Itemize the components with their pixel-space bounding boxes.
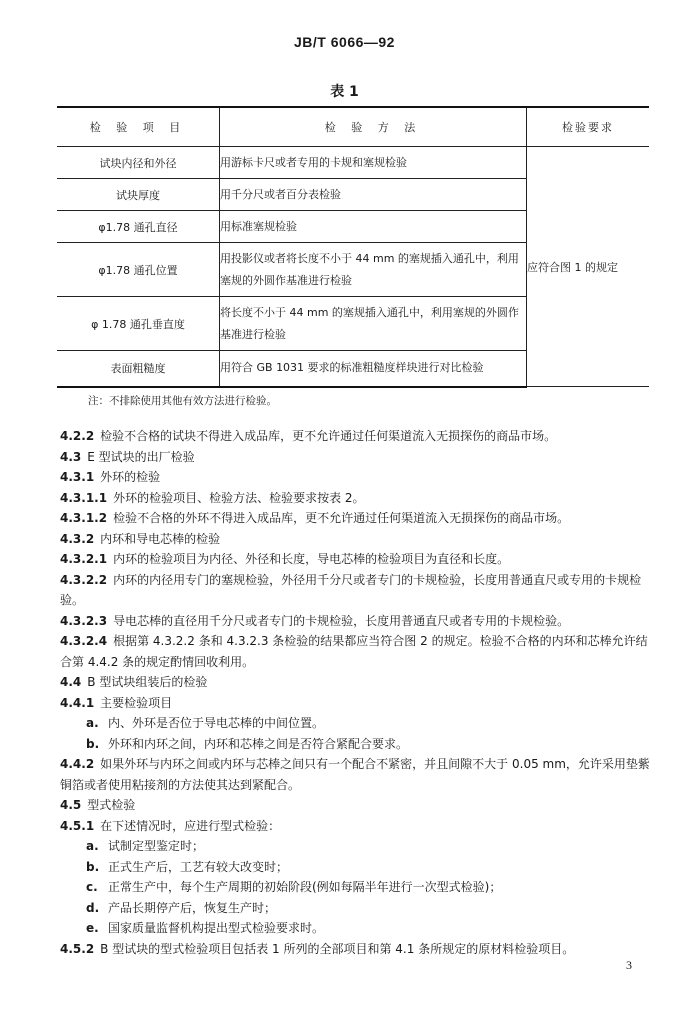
- clause-4-4-1: [60, 693, 652, 714]
- list-item: [60, 918, 652, 939]
- list-marker: c.: [86, 880, 98, 894]
- clause-number: 4.4: [60, 675, 82, 689]
- list-item: [60, 713, 652, 734]
- table-note: 注：不排除使用其他有效方法进行检验。: [88, 395, 277, 407]
- list-marker: d.: [86, 900, 100, 915]
- table-cell-method: 用标准塞规检验: [220, 211, 527, 243]
- table-cell-item: 试块内径和外径: [57, 147, 220, 179]
- table-cell-method: 用符合 GB 1031 要求的标准粗糙度样块进行对比检验: [220, 351, 527, 387]
- clause-text: 内环的检验项目为内径、外径和长度，导电芯棒的检验项目为直径和长度。: [113, 552, 510, 566]
- column-header-method: 检 验 方 法: [220, 107, 527, 147]
- clause-text: 检验不合格的外环不得进入成品库，更不允许通过任何渠道流入无损探伤的商品市场。: [113, 511, 570, 525]
- clause-number: 4.5.2: [60, 941, 95, 956]
- clause-number: 4.5.1: [60, 818, 95, 833]
- clause-number: 4.3: [60, 449, 82, 464]
- table-header-row: [57, 107, 649, 147]
- document-body: [60, 426, 652, 959]
- clause-text: 内环和导电芯棒的检验: [100, 531, 221, 546]
- clause-4-3: [60, 447, 652, 468]
- table-cell-item: φ 1.78 通孔垂直度: [57, 297, 220, 351]
- clause-4-5-2: [60, 939, 652, 960]
- list-text: 国家质量监督机构提出型式检验要求时。: [108, 921, 325, 935]
- table-row: [57, 147, 649, 179]
- clause-text: 外环的检验: [100, 470, 161, 484]
- clause-number: 4.3.1.2: [60, 511, 108, 525]
- list-item: [60, 836, 652, 857]
- list-marker: b.: [86, 736, 100, 751]
- clause-number: 4.5: [60, 798, 82, 812]
- list-text: 正式生产后，工艺有较大改变时；: [108, 859, 289, 874]
- list-marker: b.: [86, 859, 100, 874]
- clause-4-3-2-2: [60, 570, 652, 611]
- clause-text: 主要检验项目: [100, 695, 173, 710]
- clause-text: B 型试块的型式检验项目包括表 1 所列的全部项目和第 4.1 条所规定的原材料检验项目。: [100, 941, 575, 956]
- clause-number: 4.4.1: [60, 695, 95, 710]
- clause-text: E 型试块的出厂检验: [87, 449, 195, 464]
- list-marker: a.: [86, 839, 99, 853]
- clause-4-5-1: [60, 816, 652, 837]
- table-caption: 表 1: [330, 84, 359, 100]
- table-cell-requirement: 应符合图 1 的规定: [527, 147, 650, 387]
- clause-number: 4.3.2: [60, 531, 95, 546]
- clause-text: 在下述情况时，应进行型式检验：: [100, 818, 281, 833]
- clause-4-5: [60, 795, 652, 816]
- clause-4-3-1-2: [60, 508, 652, 529]
- clause-4-3-1-1: [60, 488, 652, 509]
- list-text: 外环和内环之间，内环和芯棒之间是否符合紧配合要求。: [108, 736, 409, 751]
- clause-text: 检验不合格的试块不得进入成品库，更不允许通过任何渠道流入无损探伤的商品市场。: [100, 429, 557, 443]
- list-item: [60, 734, 652, 755]
- clause-number: 4.3.2.1: [60, 552, 108, 566]
- column-header-requirement: 检验要求: [527, 107, 650, 147]
- clause-number: 4.3.2.2: [60, 572, 108, 587]
- table-cell-item: φ1.78 通孔直径: [57, 211, 220, 243]
- clause-4-3-1: [60, 467, 652, 488]
- list-text: 产品长期停产后，恢复生产时；: [108, 900, 277, 915]
- clause-4-4-2: [60, 754, 652, 795]
- clause-4-4: [60, 672, 652, 693]
- clause-text: B 型试块组装后的检验: [87, 675, 208, 689]
- clause-number: 4.3.1: [60, 470, 95, 484]
- clause-text: 根据第 4.3.2.2 条和 4.3.2.3 条检验的结果都应当符合图 2 的规定。检验不合格的内环和芯棒允许结合第 4.4.2 条的规定酌情回收利用。: [60, 634, 648, 669]
- clause-text: 外环的检验项目、检验方法、检验要求按表 2。: [113, 490, 365, 505]
- list-item: [60, 877, 652, 898]
- clause-number: 4.2.2: [60, 429, 95, 443]
- page-number: 3: [626, 958, 632, 972]
- table-cell-method: 用千分尺或者百分表检验: [220, 179, 527, 211]
- clause-text: 导电芯棒的直径用千分尺或者专门的卡规检验，长度用普通直尺或者专用的卡规检验。: [113, 613, 570, 628]
- column-header-item: 检 验 项 目: [57, 107, 220, 147]
- list-item: [60, 857, 652, 878]
- clause-text: 型式检验: [87, 798, 136, 812]
- table-cell-method: 将长度不小于 44 mm 的塞规插入通孔中，利用塞规的外圆作基准进行检验: [220, 297, 527, 351]
- clause-4-2-2: [60, 426, 652, 447]
- clause-4-3-2-4: [60, 631, 652, 672]
- list-text: 试制定型鉴定时；: [108, 839, 205, 853]
- clause-number: 4.3.2.4: [60, 634, 108, 648]
- clause-4-3-2-3: [60, 611, 652, 632]
- list-marker: e.: [86, 921, 99, 935]
- clause-number: 4.3.2.3: [60, 613, 108, 628]
- clause-4-3-2: [60, 529, 652, 550]
- list-item: [60, 898, 652, 919]
- clause-number: 4.3.1.1: [60, 490, 108, 505]
- table-cell-method: 用投影仪或者将长度不小于 44 mm 的塞规插入通孔中，利用塞规的外圆作基准进行检验: [220, 243, 527, 297]
- clause-text: 如果外环与内环之间或内环与芯棒之间只有一个配合不紧密，并且间隙不大于 0.05 mm，允许采用垫紫铜箔或者使用粘接剂的方法使其达到紧配合。: [60, 757, 650, 792]
- inspection-table: [57, 106, 649, 388]
- table-cell-item: 表面粗糙度: [57, 351, 220, 387]
- clause-text: 内环的内径用专门的塞规检验，外径用千分尺或者专门的卡规检验，长度用普通直尺或专用的卡规检验。: [60, 572, 642, 607]
- list-marker: a.: [86, 716, 99, 730]
- clause-4-3-2-1: [60, 549, 652, 570]
- table-cell-item: φ1.78 通孔位置: [57, 243, 220, 297]
- table-cell-method: 用游标卡尺或者专用的卡规和塞规检验: [220, 147, 527, 179]
- table-cell-item: 试块厚度: [57, 179, 220, 211]
- clause-number: 4.4.2: [60, 757, 95, 771]
- list-text: 内、外环是否位于导电芯棒的中间位置。: [108, 716, 325, 730]
- list-text: 正常生产中，每个生产周期的初始阶段(例如每隔半年进行一次型式检验)；: [108, 880, 502, 894]
- standard-code-header: JB/T 6066—92: [294, 34, 395, 50]
